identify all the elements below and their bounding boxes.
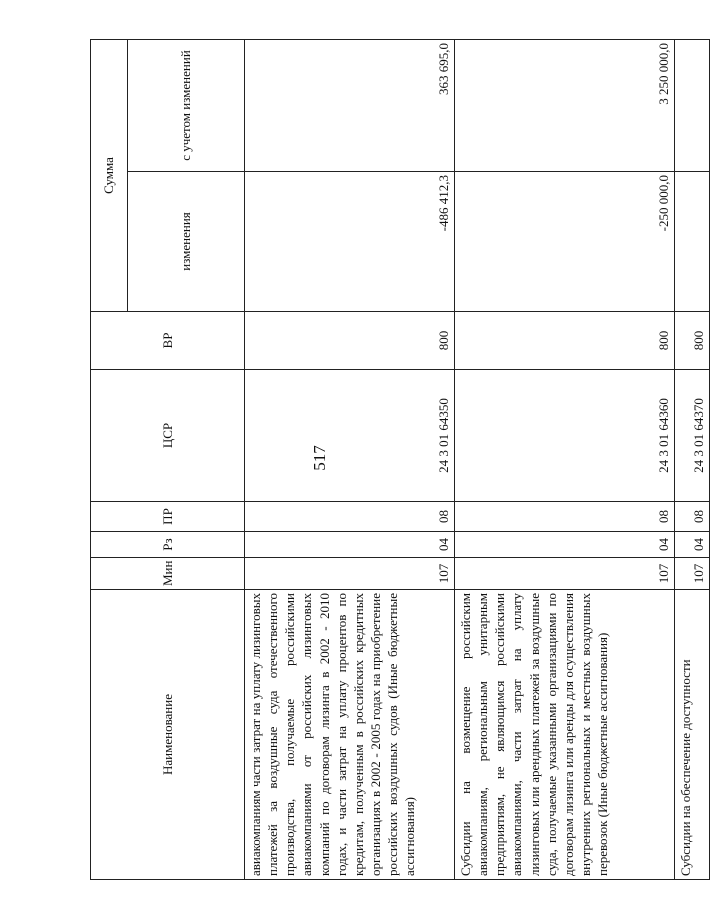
page-number: 517	[310, 445, 329, 471]
row-pr: 08	[455, 502, 675, 532]
row-csr: 24 3 01 64370	[675, 370, 710, 502]
row-rz: 04	[455, 532, 675, 558]
row-pr: 08	[675, 502, 710, 532]
header-pr: ПР	[91, 502, 245, 532]
row-min: 107	[455, 558, 675, 590]
row-vr: 800	[455, 312, 675, 370]
header-with-changes: с учетом изменений	[128, 40, 245, 172]
row-pr: 08	[245, 502, 455, 532]
row-name: Субсидии на возмещение российским авиакомпаниям, региональным унитарным предприятиям, не являющимся российскими авиакомпаниями, части затрат на уплату лизинговых или арендных платежей за воздушные суда, получаемые указанными организациями по договорам лизинга или аренды для осуществления внутренних региональных и местных воздушных перевозок (Иные бюджетные ассигнования)	[455, 590, 675, 880]
header-rz: Рз	[91, 532, 245, 558]
row-changes: -250 000,0	[455, 172, 675, 312]
budget-table	[90, 39, 710, 880]
row-vr: 800	[245, 312, 455, 370]
header-name: Наименование	[91, 590, 245, 880]
row-vr: 800	[675, 312, 710, 370]
header-vr: ВР	[91, 312, 245, 370]
table-row	[455, 40, 675, 880]
row-rz: 04	[245, 532, 455, 558]
table-row	[245, 40, 455, 880]
header-csr: ЦСР	[91, 370, 245, 502]
row-total: 3 250 000,0	[455, 40, 675, 172]
row-csr: 24 3 01 64360	[455, 370, 675, 502]
row-min: 107	[675, 558, 710, 590]
row-total	[675, 40, 710, 172]
row-changes	[675, 172, 710, 312]
row-rz: 04	[675, 532, 710, 558]
header-min: Мин	[91, 558, 245, 590]
row-name: авиакомпаниям части затрат на уплату лизинговых платежей за воздушные суда отечественного производства, получаемые российскими авиакомпаниями от российских лизинговых компаний по договорам лизинга в 2002 - 2010 годах, и части затрат на уплату процентов по кредитам, полученным в российских кредитных организациях в 2002 - 2005 годах на приобретение российских воздушных судов (Иные бюджетные ассигнования)	[245, 590, 455, 880]
header-changes: изменения	[128, 172, 245, 312]
table-row	[675, 40, 710, 880]
row-min: 107	[245, 558, 455, 590]
header-sum: Сумма	[91, 40, 128, 312]
row-total: 363 695,0	[245, 40, 455, 172]
rotated-page	[90, 40, 706, 880]
row-name: Субсидии на обеспечение доступности	[675, 590, 710, 880]
header-row-1	[91, 40, 128, 880]
row-changes: -486 412,3	[245, 172, 455, 312]
row-csr: 24 3 01 64350	[245, 370, 455, 502]
